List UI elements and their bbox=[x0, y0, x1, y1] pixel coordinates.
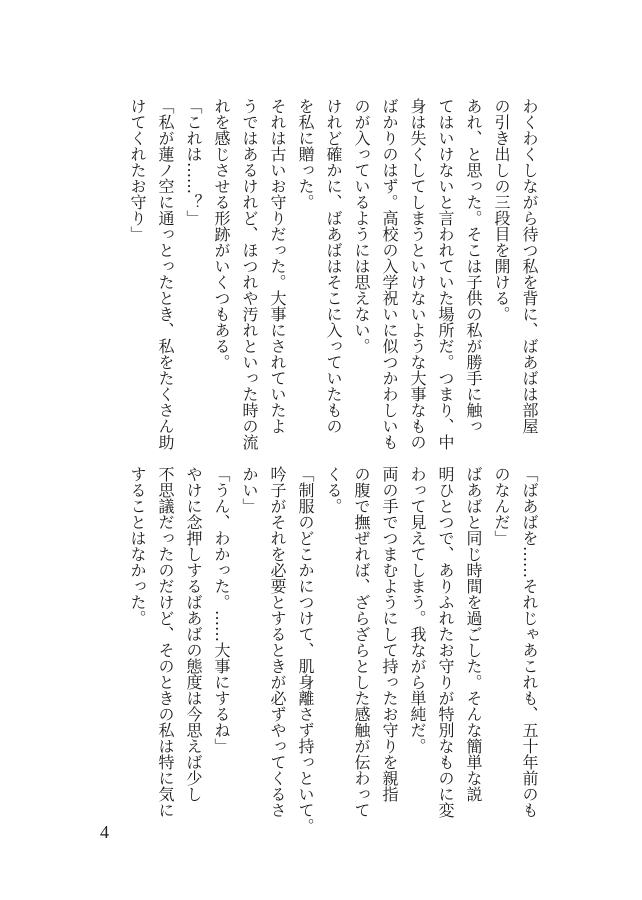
text-block-lower bbox=[97, 466, 543, 834]
text-line: を私に贈った。 bbox=[296, 98, 315, 210]
text-line: の引き出しの三段目を開ける。 bbox=[492, 98, 511, 322]
text-line: やけに念押しするばあばの態度は今思えば少し bbox=[184, 466, 203, 802]
text-line: けれど確かに、ばあばはそこに入っていたもの bbox=[324, 98, 343, 434]
text-line: の腹で撫ぜれば、ざらざらとした感触が伝わって bbox=[352, 466, 371, 818]
text-line: てはいけないと言われていた場所だ。つまり、中 bbox=[436, 98, 455, 450]
text-block-upper bbox=[97, 98, 543, 450]
text-line: 明ひとつで、ありふれたお守りが特別なものに変 bbox=[436, 466, 455, 818]
text-line: のが入っているようには思えない。 bbox=[352, 98, 371, 354]
text-line: 「これは……？」 bbox=[184, 98, 203, 226]
text-line: うではあるけれど、ほつれや汚れといった時の流 bbox=[240, 98, 259, 450]
text-line: 「うん、わかった。……大事にするね」 bbox=[212, 466, 231, 754]
text-line: 「制服のどこかにつけて、肌身離さず持っといて。 bbox=[296, 466, 315, 834]
text-line: わって見えてしまう。我ながら単純だ。 bbox=[408, 466, 427, 754]
text-line: かい」 bbox=[240, 466, 259, 514]
text-line: ばかりのはず。高校の入学祝いに似つかわしいも bbox=[380, 98, 399, 450]
text-line: 「ばあばを……それじゃあこれも、五十年前のも bbox=[520, 466, 539, 818]
text-line: あれ、と思った。そこは子供の私が勝手に触っ bbox=[464, 98, 483, 434]
text-line: ばあばと同じ時間を過ごした。そんな簡単な説 bbox=[464, 466, 483, 802]
text-line: のなんだ」 bbox=[492, 466, 511, 546]
text-line: 不思議だったのだけど、そのときの私は特に気に bbox=[156, 466, 175, 818]
text-line: することはなかった。 bbox=[128, 466, 147, 626]
page-number: 4 bbox=[100, 822, 109, 842]
text-line: れを感じさせる形跡がいくつもある。 bbox=[212, 98, 231, 370]
text-line: 身は失くしてしまうといけないような大事なもの bbox=[408, 98, 427, 450]
text-line: 「私が蓮ノ空に通っとったとき、私をたくさん助 bbox=[156, 98, 175, 450]
text-line: くる。 bbox=[324, 466, 343, 514]
text-line: けてくれたお守り」 bbox=[128, 98, 147, 242]
text-line: わくわくしながら待つ私を背に、ばあばは部屋 bbox=[520, 98, 539, 434]
text-line: 両の手でつまむようにして持ったお守りを親指 bbox=[380, 466, 399, 802]
text-line: 吟子がそれを必要とするときが必ずやってくるさ bbox=[268, 466, 287, 818]
text-line: それは古いお守りだった。大事にされていたよ bbox=[268, 98, 287, 434]
